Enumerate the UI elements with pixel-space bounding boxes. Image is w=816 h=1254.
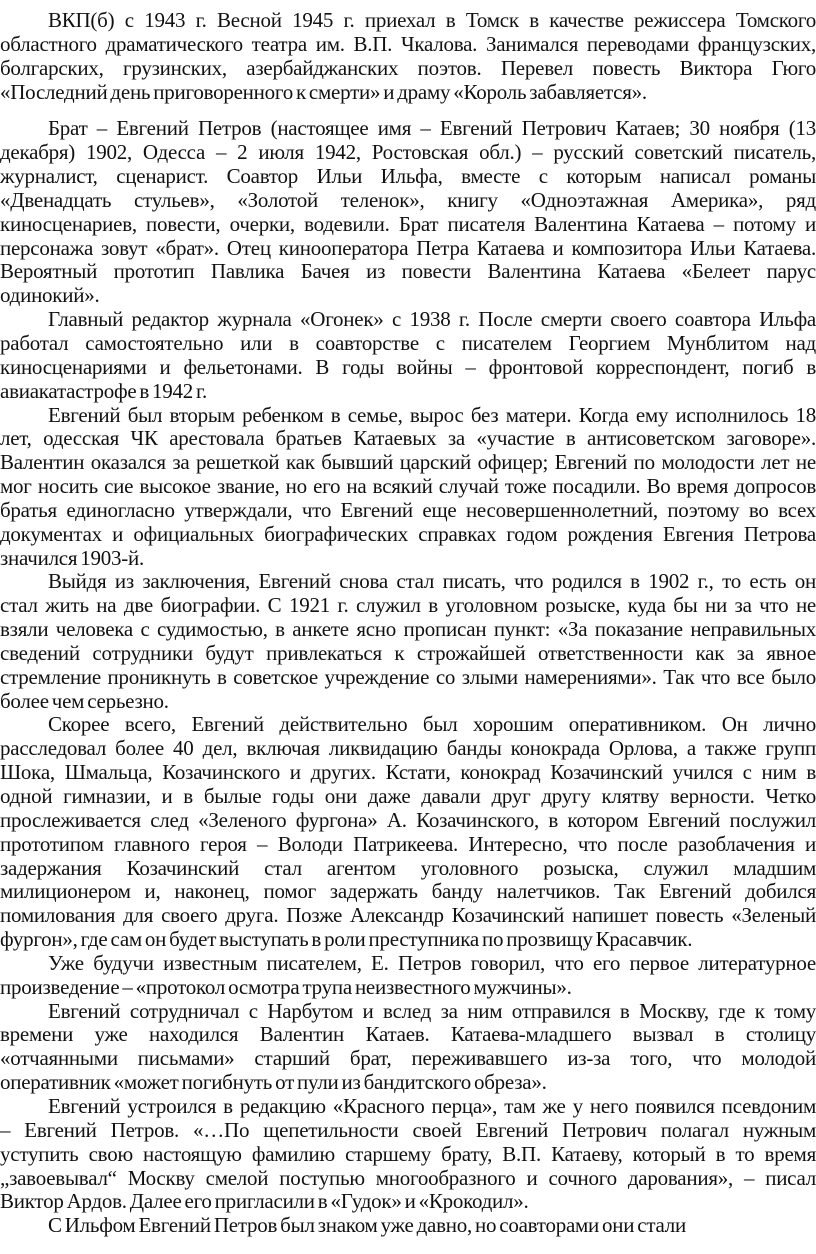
- text-line: журналист, сценарист. Соавтор Ильи Ильфа, вместе с которым написал романы: [0, 164, 816, 189]
- text-line: «отчаянными письмами» старший брат, переживавшего из-за того, что молодой: [0, 1046, 816, 1071]
- text-line: работал самостоятельно или в соавторстве с писателем Георгием Мунблитом над: [0, 330, 816, 355]
- text-line: задержания Козачинский стал агентом уголовного розыска, служил младшим: [0, 855, 816, 880]
- text-line: расследовал более 40 дел, включая ликвидацию банды конокрада Орлова, а также групп: [0, 736, 816, 761]
- text-line: значился 1903-й.: [0, 545, 145, 570]
- text-line: «Последний день приговоренного к смерти» и драму «Король забавляется».: [0, 79, 647, 104]
- text-line: С Ильфом Евгений Петров был знаком уже давно, но соавторами они стали: [48, 1213, 686, 1238]
- text-line: Скорее всего, Евгений действительно был хорошим оперативником. Он лично: [48, 712, 816, 737]
- paragraph: [0, 404, 816, 571]
- paragraph: [0, 1214, 816, 1238]
- text-line: одинокий».: [0, 283, 100, 308]
- paragraph: [0, 570, 816, 713]
- text-line: более чем серьезно.: [0, 688, 169, 713]
- text-line: декабря) 1902, Одесса – 2 июля 1942, Ростовская обл.) – русский советский писатель,: [0, 140, 816, 165]
- text-line: прототипом главного героя – Володи Патрикеева. Интересно, что после разоблачения и: [0, 831, 816, 856]
- paragraph: [0, 1095, 816, 1214]
- text-line: «Двенадцать стульев», «Золотой теленок», книгу «Одноэтажная Америка», ряд: [0, 187, 816, 212]
- text-line: стремление проникнуть в советское учреждение со злыми намерениями». Так что все было: [0, 664, 816, 689]
- text-line: киносценариев, повести, очерки, водевили. Брат писателя Валентина Катаева – потому и: [0, 211, 816, 236]
- text-line: лет, одесская ЧК арестовала братьев Катаевых за «участие в антисоветском заговоре».: [0, 426, 816, 451]
- text-line: – Евгений Петров. «…По щепетильности своей Евгений Петрович полагал нужным: [0, 1117, 816, 1142]
- text-line: уступить свою настоящую фамилию старшему брату, В.П. Катаеву, который в то время: [0, 1141, 816, 1166]
- paragraph: [0, 713, 816, 951]
- paragraph: [0, 1000, 816, 1095]
- text-line: стал жить на две биографии. С 1921 г. служил в уголовном розыске, куда бы ни за что не: [0, 593, 816, 618]
- text-line: Евгений сотрудничал с Нарбутом и вслед за ним отправился в Москву, где к тому: [48, 998, 816, 1023]
- text-line: ВКП(б) с 1943 г. Весной 1945 г. приехал в Томск в качестве режиссера Томского: [48, 8, 816, 32]
- text-line: авиакатастрофе в 1942 г.: [0, 378, 208, 403]
- text-line: Уже будучи известным писателем, Е. Петров говорил, что его первое литературное: [48, 950, 816, 975]
- text-line: документах и официальных биографических справках годом рождения Евгения Петрова: [0, 521, 816, 546]
- text-line: Брат – Евгений Петров (настоящее имя – Евгений Петрович Катаев; 30 ноября (13: [48, 116, 816, 141]
- text-line: братья единогласно утверждали, что Евгений еще несовершеннолетний, поэтому во всех: [0, 497, 816, 522]
- text-line: киносценариями и фельетонами. В годы войны – фронтовой корреспондент, погиб в: [0, 354, 816, 379]
- text-line: Евгений устроился в редакцию «Красного перца», там же у него появился псевдоним: [48, 1093, 816, 1118]
- text-line: Главный редактор журнала «Огонек» с 1938 г. После смерти своего соавтора Ильфа: [48, 307, 816, 332]
- text-line: оперативник «может погибнуть от пули из бандитского обреза».: [0, 1070, 547, 1095]
- paragraph: [0, 952, 816, 1000]
- text-line: Вероятный прототип Павлика Бачея из повести Валентина Катаева «Белеет парус: [0, 259, 816, 284]
- text-line: прослеживается след «Зеленого фургона» А. Козачинского, в котором Евгений послужил: [0, 807, 816, 832]
- text-line: Виктор Ардов. Далее его пригласили в «Гудок» и «Крокодил».: [0, 1189, 529, 1214]
- text-line: Выйдя из заключения, Евгений снова стал писать, что родился в 1902 г., то есть он: [48, 569, 816, 594]
- text-line: фургон», где сам он будет выступать в роли преступника по прозвищу Красавчик.: [0, 927, 693, 952]
- text-line: милиционером и, наконец, помог задержать банду налетчиков. Так Евгений добился: [0, 879, 816, 904]
- paragraph: [0, 9, 816, 104]
- text-line: Валентин оказался за решеткой как бывший царский офицер; Евгений по молодости лет не: [0, 450, 816, 475]
- text-line: Шока, Шмальца, Козачинского и других. Кстати, конокрад Козачинский учился с ним в: [0, 760, 816, 785]
- paragraph: [0, 117, 816, 308]
- text-line: персонажа зовут «брат». Отец кинооператора Петра Катаева и композитора Ильи Катаева.: [0, 235, 816, 260]
- document-page: [0, 9, 816, 1238]
- text-line: областного драматического театра им. В.П. Чкалова. Занимался переводами французских,: [0, 31, 816, 56]
- text-line: мог носить сие высокое звание, но его на всякий случай тоже посадили. Во время допросов: [0, 474, 816, 499]
- text-line: сведений сотрудники будут привлекаться к строжайшей ответственности как за явное: [0, 640, 816, 665]
- paragraph: [0, 308, 816, 403]
- text-line: одной гимназии, и в былые годы они даже давали друг другу клятву верности. Четко: [0, 784, 816, 808]
- text-line: Евгений был вторым ребенком в семье, вырос без матери. Когда ему исполнилось 18: [48, 402, 816, 427]
- text-line: „завоевывал“ Москву смелой поступью многообразного и сочного дарования», – писал: [0, 1165, 816, 1190]
- text-line: времени уже находился Валентин Катаев. Катаева-младшего вызвал в столицу: [0, 1022, 816, 1047]
- text-line: помилования для своего друга. Позже Александр Козачинский напишет повесть «Зеленый: [0, 903, 816, 928]
- text-line: произведение – «протокол осмотра трупа неизвестного мужчины».: [0, 974, 572, 999]
- text-line: взяли человека с судимостью, в анкете ясно прописан пункт: «За показание неправильных: [0, 617, 816, 642]
- text-line: болгарских, грузинских, азербайджанских поэтов. Перевел повесть Виктора Гюго: [0, 55, 816, 80]
